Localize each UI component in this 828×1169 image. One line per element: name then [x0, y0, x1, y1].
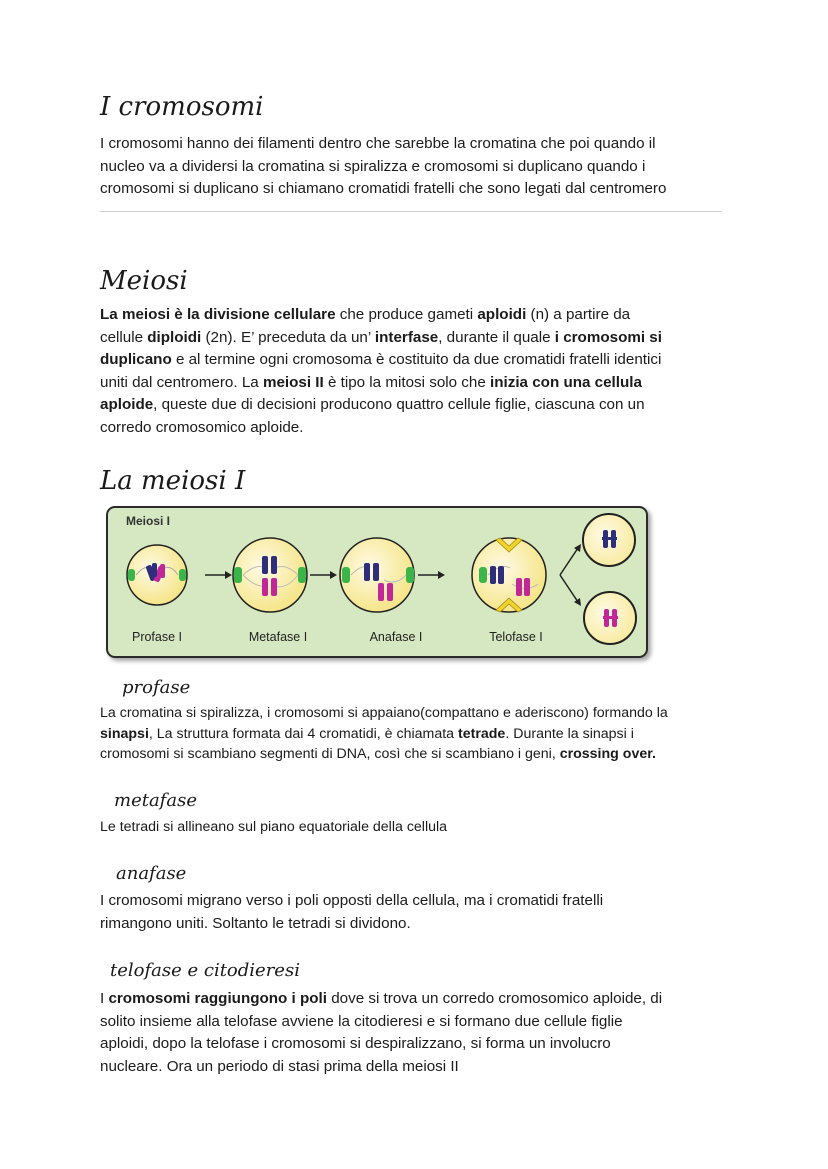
paragraph-meiosi [100, 304, 662, 439]
text-line: I cromosomi raggiungono i poli dove si trova un corredo cromosomico aploide, di [100, 990, 663, 1007]
text-line: cromosomi si scambiano segmenti di DNA, così che si scambiano i geni, crossing over. [100, 746, 656, 762]
paragraph-telofase [100, 988, 662, 1078]
text-line: nucleare. Ora un periodo di stasi prima della meiosi II [100, 1057, 459, 1075]
text-line: corredo cromosomico aploide. [100, 418, 304, 436]
subtitle-profase: profase [122, 677, 191, 698]
text-line: aploidi, dopo la telofase i cromosomi si despiralizzano, si forma un involucro [100, 1035, 611, 1052]
text-line: I cromosomi migrano verso i poli opposti della cellula, ma i cromatidi fratelli [100, 892, 604, 909]
text-line: duplicano e al termine ogni cromosoma è costituito da due cromatidi fratelli identici [100, 351, 662, 368]
paragraph-metafase [100, 817, 447, 838]
label-metafase: Metafase I [248, 630, 308, 644]
text-line: La meiosi è la divisione cellulare che produce gameti aploidi (n) a partire da [100, 306, 631, 323]
cell-profase [127, 545, 187, 605]
title-cromosomi: I cromosomi [100, 92, 264, 122]
label-profase: Profase I [131, 630, 183, 644]
daughter-cell-bottom [583, 591, 637, 645]
subtitle-metafase: metafase [114, 790, 197, 811]
cell-telofase [472, 538, 546, 612]
text-line: cromosomi si duplicano si chiamano cromatidi fratelli che sono legati dal centromero [100, 180, 667, 197]
cell-anafase [340, 538, 414, 612]
horizontal-divider [100, 211, 722, 212]
paragraph-anafase [100, 890, 603, 935]
cell-metafase [233, 538, 307, 612]
text-line: solito insieme alla telofase avviene la citodieresi e si formano due cellule figlie [100, 1012, 623, 1030]
title-meiosi-i: La meiosi I [100, 466, 246, 496]
text-line: sinapsi, La struttura formata dai 4 cromatidi, è chiamata tetrade. Durante la sinapsi i [100, 725, 634, 742]
text-line: rimangono uniti. Soltanto le tetradi si dividono. [100, 914, 411, 932]
paragraph-profase [100, 703, 668, 765]
title-meiosi: Meiosi [100, 266, 188, 296]
diagram-heading: Meiosi I [126, 514, 171, 528]
daughter-cell-top [582, 513, 636, 567]
subtitle-anafase: anafase [116, 863, 187, 884]
text-line: cellule diploidi (2n). E’ preceduta da un’ interfase, durante il quale i cromosomi si [100, 328, 662, 346]
meiosis-illustration [108, 508, 646, 656]
text-line: nucleo va a dividersi la cromatina si spiralizza e cromosomi si duplicano quando i [100, 157, 646, 175]
label-telofase: Telofase I [489, 630, 543, 644]
paragraph-cromosomi [100, 133, 666, 201]
label-anafase: Anafase I [369, 630, 423, 644]
text-line: Le tetradi si allineano sul piano equatoriale della cellula [100, 819, 448, 835]
text-line: uniti dal centromero. La meiosi II è tipo la mitosi solo che inizia con una cellula [100, 373, 642, 391]
meiosis-diagram [106, 506, 648, 658]
text-line: aploide, queste due di decisioni producono quattro cellule figlie, ciascuna con un [100, 396, 645, 413]
text-line: La cromatina si spiralizza, i cromosomi si appaiano(compattano e aderiscono) formando la [100, 705, 668, 721]
subtitle-telofase: telofase e citodieresi [110, 960, 300, 981]
text-line: I cromosomi hanno dei filamenti dentro che sarebbe la cromatina che poi quando il [100, 135, 656, 152]
